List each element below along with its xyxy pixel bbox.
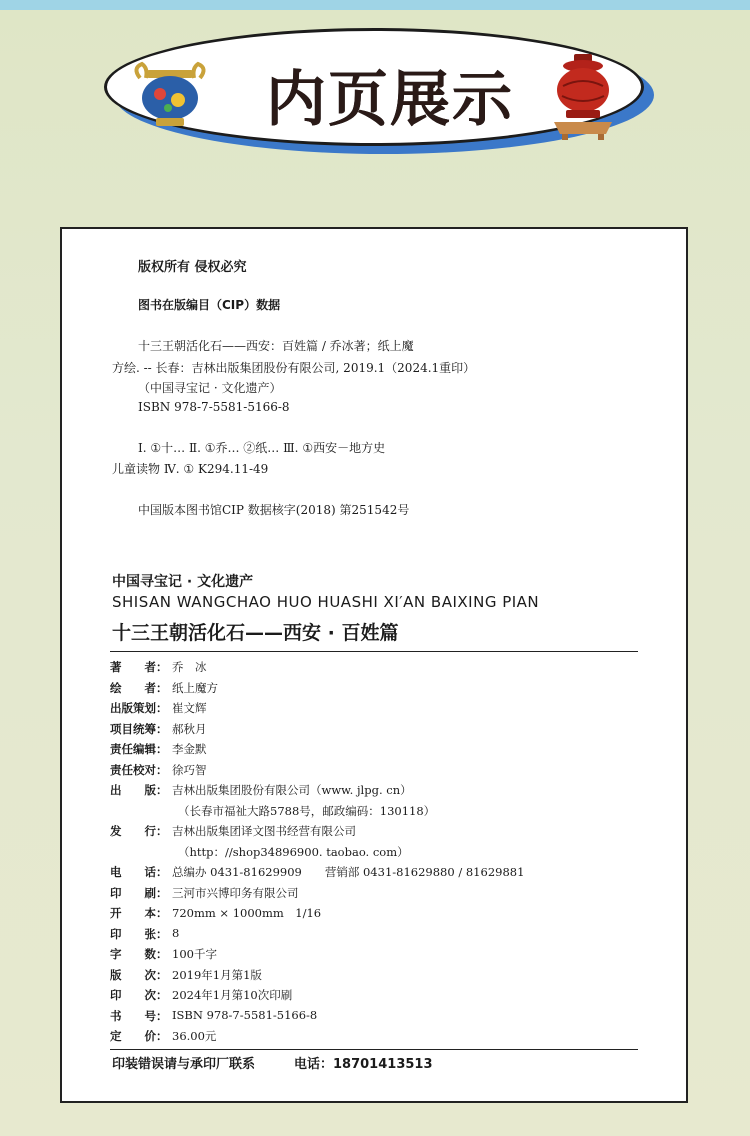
lacquer-jar-icon [548, 50, 618, 140]
banner-speech-bubble [100, 26, 660, 206]
cip-line: 十三王朝活化石——西安：百姓篇 / 乔冰著；纸上魔 [138, 339, 414, 353]
cip-classification: Ⅰ. ①十… Ⅱ. ①乔… ②纸… Ⅲ. ①西安－地方史 [138, 441, 386, 455]
cip-classification: 儿童读物 Ⅳ. ① K294.11-49 [112, 462, 269, 476]
print-error-contact: 印装错误请与承印厂联系 电话：18701413513 [112, 1057, 433, 1072]
cloisonne-vase-icon [130, 58, 210, 128]
top-decorative-strip [0, 0, 750, 10]
cip-line: 方绘. -- 长春：吉林出版集团股份有限公司, 2019.1（2024.1重印） [112, 361, 476, 375]
cip-heading: 图书在版编目（CIP）数据 [138, 298, 281, 312]
cip-record-number: 中国版本图书馆CIP 数据核字(2018) 第251542号 [138, 503, 410, 517]
banner-title: 内页展示 [266, 65, 514, 135]
divider [110, 1049, 638, 1050]
divider [110, 651, 638, 652]
cip-line: （中国寻宝记 · 文化遗产） [138, 381, 282, 395]
copyright-page: 版权所有 侵权必究 图书在版编目（CIP）数据 十三王朝活化石——西安：百姓篇 / 乔冰著；纸上魔 方绘. -- 长春：吉林出版集团股份有限公司, 2019.1（2024.1重印） （中国寻宝记 · 文化遗产） ISBN 978-7-5581-5166-8 Ⅰ. ①十… Ⅱ. ①乔… ②纸… Ⅲ. ①西安－地方史 儿童读物 Ⅳ. ① K294.11-49 中国版本图书馆CIP 数据核字(2018) 第251542号 中国寻宝记 · 文化遗产 SHISAN WANGCHAO HUO HUASHI XI′AN BAIXING PIAN 十三王朝活化石——西安 · 百姓篇 著 者： 乔 冰 绘 者： 纸上魔方 出版策划： 崔文辉 项目统筹： 郝秋月 责任编辑： 李金默 责任校对： 徐巧智 出 版： 吉林出版集团股份有限公司（www. jlpg. cn） （长春市福祉大路5788号，邮政编码：130118） 发 行： 吉林出版集团译文图书经营有限公司 （http：//shop34896900. taobao. com） 电 话： 总编办 0431-81629909 营销部 0431-81629880 / 81629881 印 刷： 三河市兴博印务有限公司 开 本： 720mm × 1000mm 1/16 印 张： 8 字 数： 100千字 版 次： 2019年1月第1版 印 次： 2024年1月第10次印刷 书 号： ISBN 978-7-5581-5166-8 定 价： 36.00元 印装错误请与承印厂联系 电话：18701413513 [60, 227, 688, 1103]
title-pinyin: SHISAN WANGCHAO HUO HUASHI XI′AN BAIXING PIAN [112, 593, 540, 611]
book-title: 十三王朝活化石——西安 · 百姓篇 [112, 622, 399, 644]
series-name: 中国寻宝记 · 文化遗产 [112, 574, 254, 590]
cip-isbn: ISBN 978-7-5581-5166-8 [138, 400, 290, 414]
rights-statement: 版权所有 侵权必究 [138, 260, 247, 275]
